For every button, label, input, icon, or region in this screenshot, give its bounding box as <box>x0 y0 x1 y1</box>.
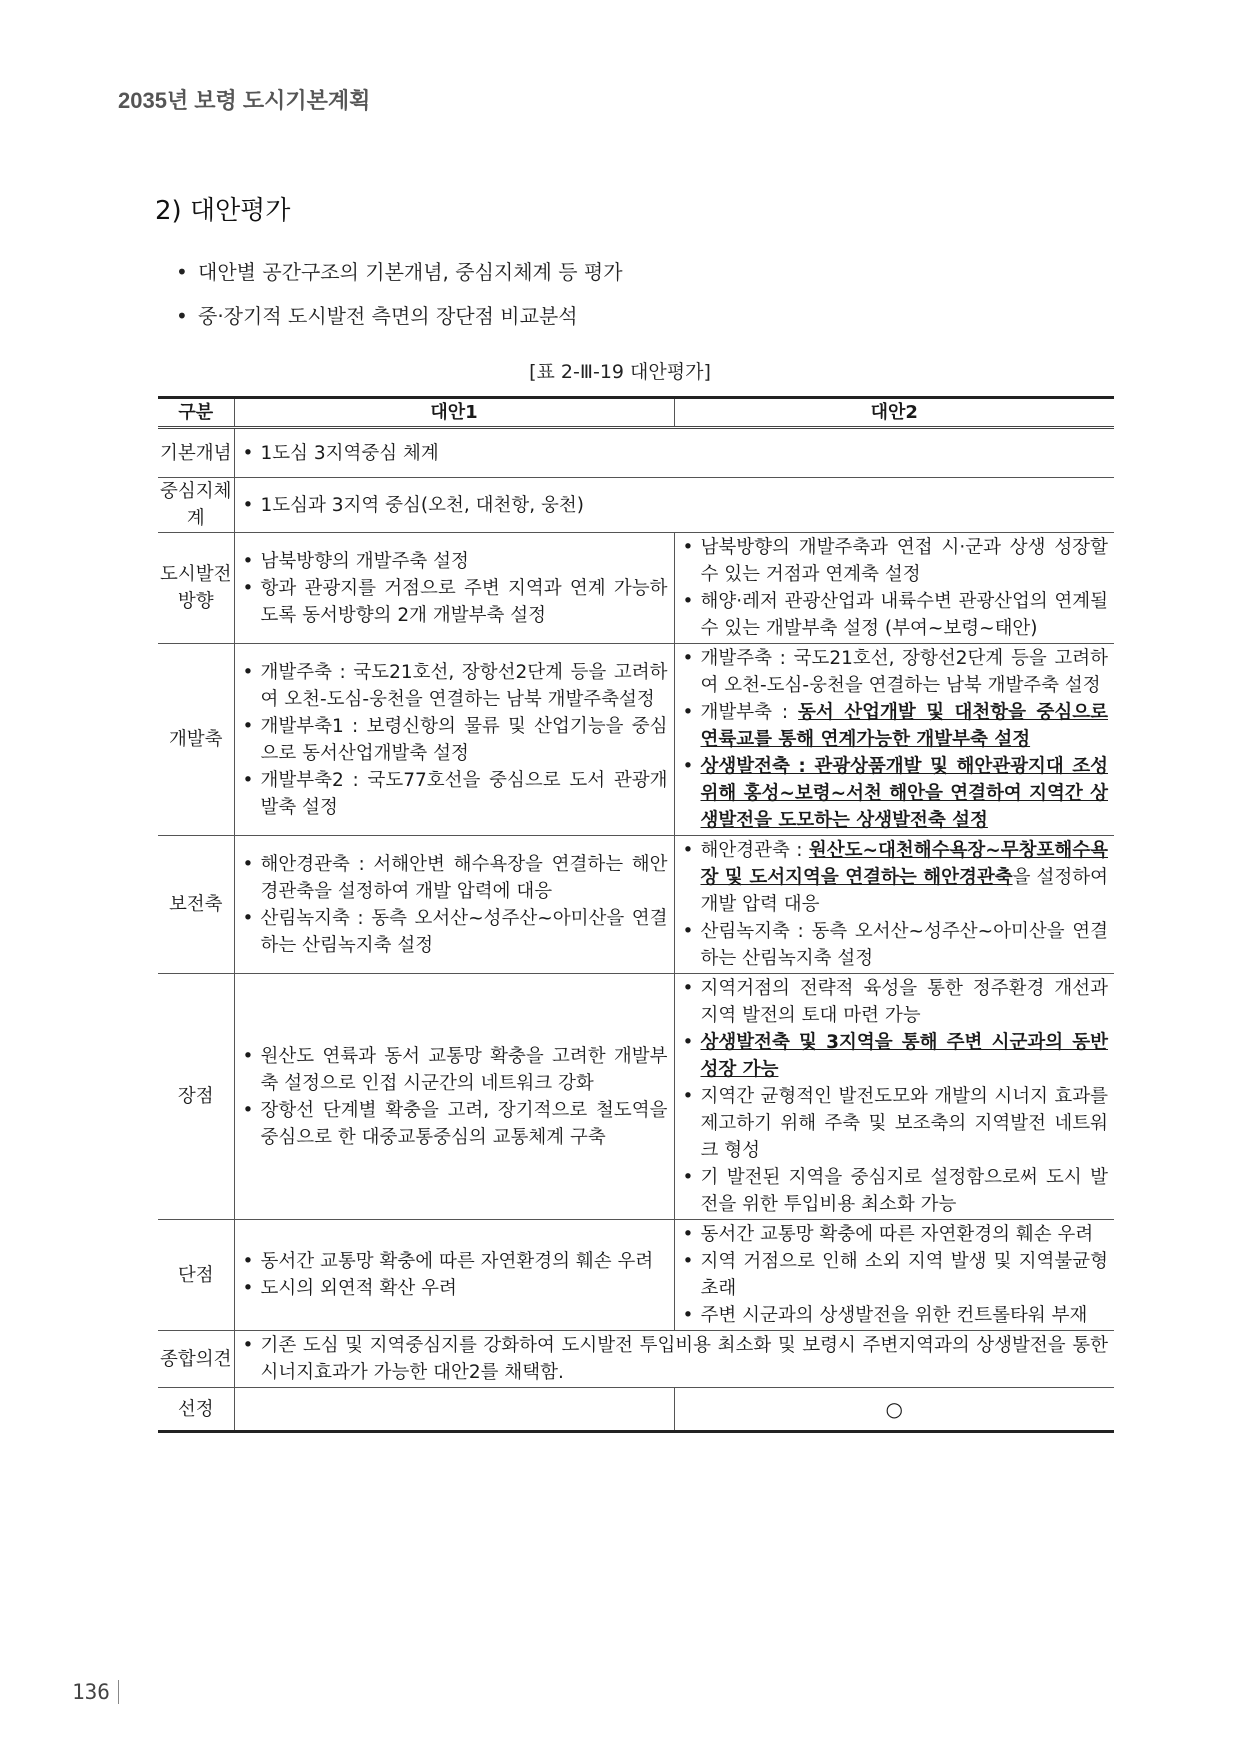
intro-bullet-list <box>176 250 623 338</box>
list-item: • 원산도 연륙과 동서 교통망 확충을 고려한 개발부축 설정으로 인접 시군간의 네트워크 강화 <box>241 1043 668 1097</box>
table-row <box>158 644 1114 836</box>
list-item: • 남북방향의 개발주축 설정 <box>241 548 668 575</box>
row-label: 선정 <box>158 1388 234 1432</box>
alt1-cell <box>234 974 674 1220</box>
table-row <box>158 533 1114 644</box>
list-item: • 개발부축2 : 국도77호선을 중심으로 도서 관광개발축 설정 <box>241 767 668 821</box>
table-row <box>158 478 1114 533</box>
bullet-prefix: 해안경관축 : <box>700 840 809 861</box>
list-item: • 기 발전된 지역을 중심지로 설정함으로써 도시 발전을 위한 투입비용 최소화 가능 <box>681 1164 1109 1218</box>
row-label: 도시발전방향 <box>158 533 234 644</box>
table-caption: [표 2-Ⅲ-19 대안평가] <box>529 361 711 383</box>
list-item <box>681 837 1109 918</box>
list-item: • 산림녹지축 : 동측 오서산~성주산~아미산을 연결하는 산림녹지축 설정 <box>241 905 668 959</box>
alt2-cell <box>674 1220 1114 1331</box>
list-item: • 동서간 교통망 확충에 따른 자연환경의 훼손 우려 <box>681 1221 1109 1248</box>
alt1-cell <box>234 1220 674 1331</box>
bullet-text: 대안별 공간구조의 기본개념, 중심지체계 등 평가 <box>198 260 623 284</box>
row-label: 장점 <box>158 974 234 1220</box>
emphasis-text: 상생발전축 및 3지역을 통해 주변 시군과의 동반성장 가능 <box>700 1032 1108 1080</box>
header-alt1: 대안1 <box>234 398 674 428</box>
selection-mark: ○ <box>674 1388 1114 1432</box>
emphasis-text: 원산도~대천해수욕장~무창포해수욕장 및 도서지역을 연결하는 해안경관축 <box>700 840 1108 888</box>
section-title: 2) 대안평가 <box>155 196 291 226</box>
list-item: • 기존 도심 및 지역중심지를 강화하여 도시발전 투입비용 최소화 및 보령시 주변지역과의 상생발전을 통한 시너지효과가 가능한 대안2를 채택함. <box>241 1332 1109 1386</box>
list-item: • 도시의 외연적 확산 우려 <box>241 1275 668 1302</box>
alt1-cell <box>234 1388 674 1432</box>
alt1-cell <box>234 836 674 974</box>
row-label: 개발축 <box>158 644 234 836</box>
list-item: • 개발주축 : 국도21호선, 장항선2단계 등을 고려하여 오천-도심-웅천을 연결하는 남북 개발주축 설정 <box>681 645 1109 699</box>
list-item: • 대안별 공간구조의 기본개념, 중심지체계 등 평가 <box>176 260 623 284</box>
list-item <box>681 699 1109 753</box>
bullet-prefix: 개발부축 : <box>700 702 799 723</box>
page-number-divider <box>118 1680 119 1704</box>
page-number: 136 <box>72 1680 110 1704</box>
list-item: • 지역 거점으로 인해 소외 지역 발생 및 지역불균형 초래 <box>681 1248 1109 1302</box>
alt1-cell <box>234 644 674 836</box>
alt1-cell <box>234 533 674 644</box>
table-row <box>158 836 1114 974</box>
alternatives-table <box>158 396 1114 1433</box>
list-item: • 산림녹지축 : 동측 오서산~성주산~아미산을 연결하는 산림녹지축 설정 <box>681 918 1109 972</box>
emphasis-text: 동서 산업개발 및 대천항을 중심으로 연륙교를 통해 연계가능한 개발부축 설정 <box>700 702 1108 750</box>
running-title: 2035년 보령 도시기본계획 <box>118 88 371 113</box>
list-item: • 개발부축1 : 보령신항의 물류 및 산업기능을 중심으로 동서산업개발축 설정 <box>241 713 668 767</box>
list-item: • 중·장기적 도시발전 측면의 장단점 비교분석 <box>176 304 578 328</box>
alt2-cell <box>674 533 1114 644</box>
row-label: 종합의견 <box>158 1331 234 1388</box>
alt2-cell <box>674 644 1114 836</box>
alt2-cell <box>674 974 1114 1220</box>
table-row <box>158 1388 1114 1432</box>
list-item: • 해양·레저 관광산업과 내륙수변 관광산업의 연계될 수 있는 개발부축 설정 (부여~보령~태안) <box>681 588 1109 642</box>
bullet-suffix: 을 설정하여 개발 압력 대응 <box>700 867 1108 915</box>
list-item: • 개발주축 : 국도21호선, 장항선2단계 등을 고려하여 오천-도심-웅천을 연결하는 남북 개발주축설정 <box>241 659 668 713</box>
table-header-row <box>158 398 1114 428</box>
list-item <box>681 753 1109 834</box>
merged-cell <box>234 478 1114 533</box>
emphasis-text: 상생발전축 : 관광상품개발 및 해안관광지대 조성 위해 홍성~보령~서천 해안을 연결하여 지역간 상생발전을 도모하는 상생발전축 설정 <box>700 756 1108 831</box>
alt2-cell <box>674 836 1114 974</box>
bullet-text: 중·장기적 도시발전 측면의 장단점 비교분석 <box>198 304 578 328</box>
merged-cell <box>234 428 1114 478</box>
list-item: • 1도심과 3지역 중심(오천, 대천항, 웅천) <box>241 492 1109 519</box>
list-item: • 1도심 3지역중심 체계 <box>241 440 1109 467</box>
header-category: 구분 <box>158 398 234 428</box>
table-row <box>158 1220 1114 1331</box>
row-label: 기본개념 <box>158 428 234 478</box>
table-row <box>158 974 1114 1220</box>
row-label: 중심지체계 <box>158 478 234 533</box>
list-item: • 동서간 교통망 확충에 따른 자연환경의 훼손 우려 <box>241 1248 668 1275</box>
list-item: • 남북방향의 개발주축과 연접 시·군과 상생 성장할 수 있는 거점과 연계축 설정 <box>681 534 1109 588</box>
row-label: 단점 <box>158 1220 234 1331</box>
list-item <box>681 1029 1109 1083</box>
list-item: • 해안경관축 : 서해안변 해수욕장을 연결하는 해안경관축을 설정하여 개발 압력에 대응 <box>241 851 668 905</box>
list-item: • 장항선 단계별 확충을 고려, 장기적으로 철도역을 중심으로 한 대중교통중심의 교통체계 구축 <box>241 1097 668 1151</box>
table-row <box>158 1331 1114 1388</box>
list-item: • 지역간 균형적인 발전도모와 개발의 시너지 효과를 제고하기 위해 주축 및 보조축의 지역발전 네트워크 형성 <box>681 1083 1109 1164</box>
header-alt2: 대안2 <box>674 398 1114 428</box>
list-item: • 지역거점의 전략적 육성을 통한 정주환경 개선과 지역 발전의 토대 마련 가능 <box>681 975 1109 1029</box>
merged-cell <box>234 1331 1114 1388</box>
table-row <box>158 428 1114 478</box>
row-label: 보전축 <box>158 836 234 974</box>
list-item: • 주변 시군과의 상생발전을 위한 컨트롤타워 부재 <box>681 1302 1109 1329</box>
list-item: • 항과 관광지를 거점으로 주변 지역과 연계 가능하도록 동서방향의 2개 개발부축 설정 <box>241 575 668 629</box>
